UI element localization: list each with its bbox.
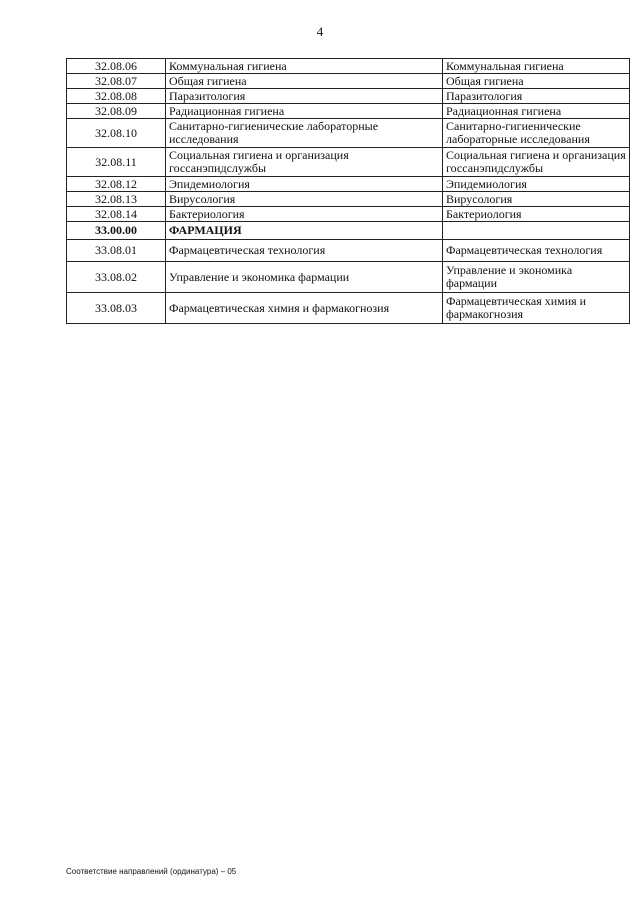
matching-specialty: Паразитология <box>443 89 630 104</box>
matching-specialty: Санитарно-гигиенические лабораторные исследования <box>443 119 630 148</box>
specialty-name: Вирусология <box>166 192 443 207</box>
matching-specialty <box>443 222 630 240</box>
matching-specialty: Вирусология <box>443 192 630 207</box>
specialty-name: Социальная гигиена и организация госсанэпидслужбы <box>166 148 443 177</box>
table-row <box>67 177 630 192</box>
specialty-name: Бактериология <box>166 207 443 222</box>
page-number: 4 <box>316 24 324 39</box>
matching-specialty: Радиационная гигиена <box>443 104 630 119</box>
specialty-code: 32.08.07 <box>67 74 166 89</box>
matching-specialty: Фармацевтическая химия и фармакогнозия <box>443 293 630 324</box>
specialty-name: Коммунальная гигиена <box>166 59 443 74</box>
specialty-name: Радиационная гигиена <box>166 104 443 119</box>
matching-specialty: Социальная гигиена и организация госсанэпидслужбы <box>443 148 630 177</box>
specialty-name: Управление и экономика фармации <box>166 262 443 293</box>
matching-specialty: Эпидемиология <box>443 177 630 192</box>
table-row <box>67 262 630 293</box>
specialty-code: 32.08.12 <box>67 177 166 192</box>
specialty-name: Санитарно-гигиенические лабораторные исследования <box>166 119 443 148</box>
table-row <box>67 293 630 324</box>
specialty-code: 32.08.08 <box>67 89 166 104</box>
specialty-code: 32.08.06 <box>67 59 166 74</box>
specialty-code: 32.08.13 <box>67 192 166 207</box>
table-row <box>67 119 630 148</box>
table-row <box>67 148 630 177</box>
group-code: 33.00.00 <box>67 222 166 240</box>
matching-specialty: Коммунальная гигиена <box>443 59 630 74</box>
page-footer: Соответствие направлений (ординатура) – 05 <box>66 867 237 876</box>
table-row-group-header <box>67 222 630 240</box>
table-row <box>67 74 630 89</box>
specialty-name: Фармацевтическая химия и фармакогнозия <box>166 293 443 324</box>
specialty-code: 33.08.01 <box>67 240 166 262</box>
specialty-name: Фармацевтическая технология <box>166 240 443 262</box>
matching-specialty: Общая гигиена <box>443 74 630 89</box>
specialty-code: 33.08.02 <box>67 262 166 293</box>
specialty-code: 32.08.14 <box>67 207 166 222</box>
specialty-code: 32.08.10 <box>67 119 166 148</box>
group-name: ФАРМАЦИЯ <box>166 222 443 240</box>
table-row <box>67 104 630 119</box>
table-row <box>67 240 630 262</box>
table-row <box>67 207 630 222</box>
specialty-code: 32.08.09 <box>67 104 166 119</box>
specialty-name: Эпидемиология <box>166 177 443 192</box>
specialty-name: Общая гигиена <box>166 74 443 89</box>
specialty-code: 33.08.03 <box>67 293 166 324</box>
table-row <box>67 192 630 207</box>
matching-specialty: Бактериология <box>443 207 630 222</box>
matching-specialty: Фармацевтическая технология <box>443 240 630 262</box>
specialty-code: 32.08.11 <box>67 148 166 177</box>
specialty-table <box>66 58 630 324</box>
table-row <box>67 59 630 74</box>
specialty-name: Паразитология <box>166 89 443 104</box>
matching-specialty: Управление и экономика фармации <box>443 262 630 293</box>
table-row <box>67 89 630 104</box>
